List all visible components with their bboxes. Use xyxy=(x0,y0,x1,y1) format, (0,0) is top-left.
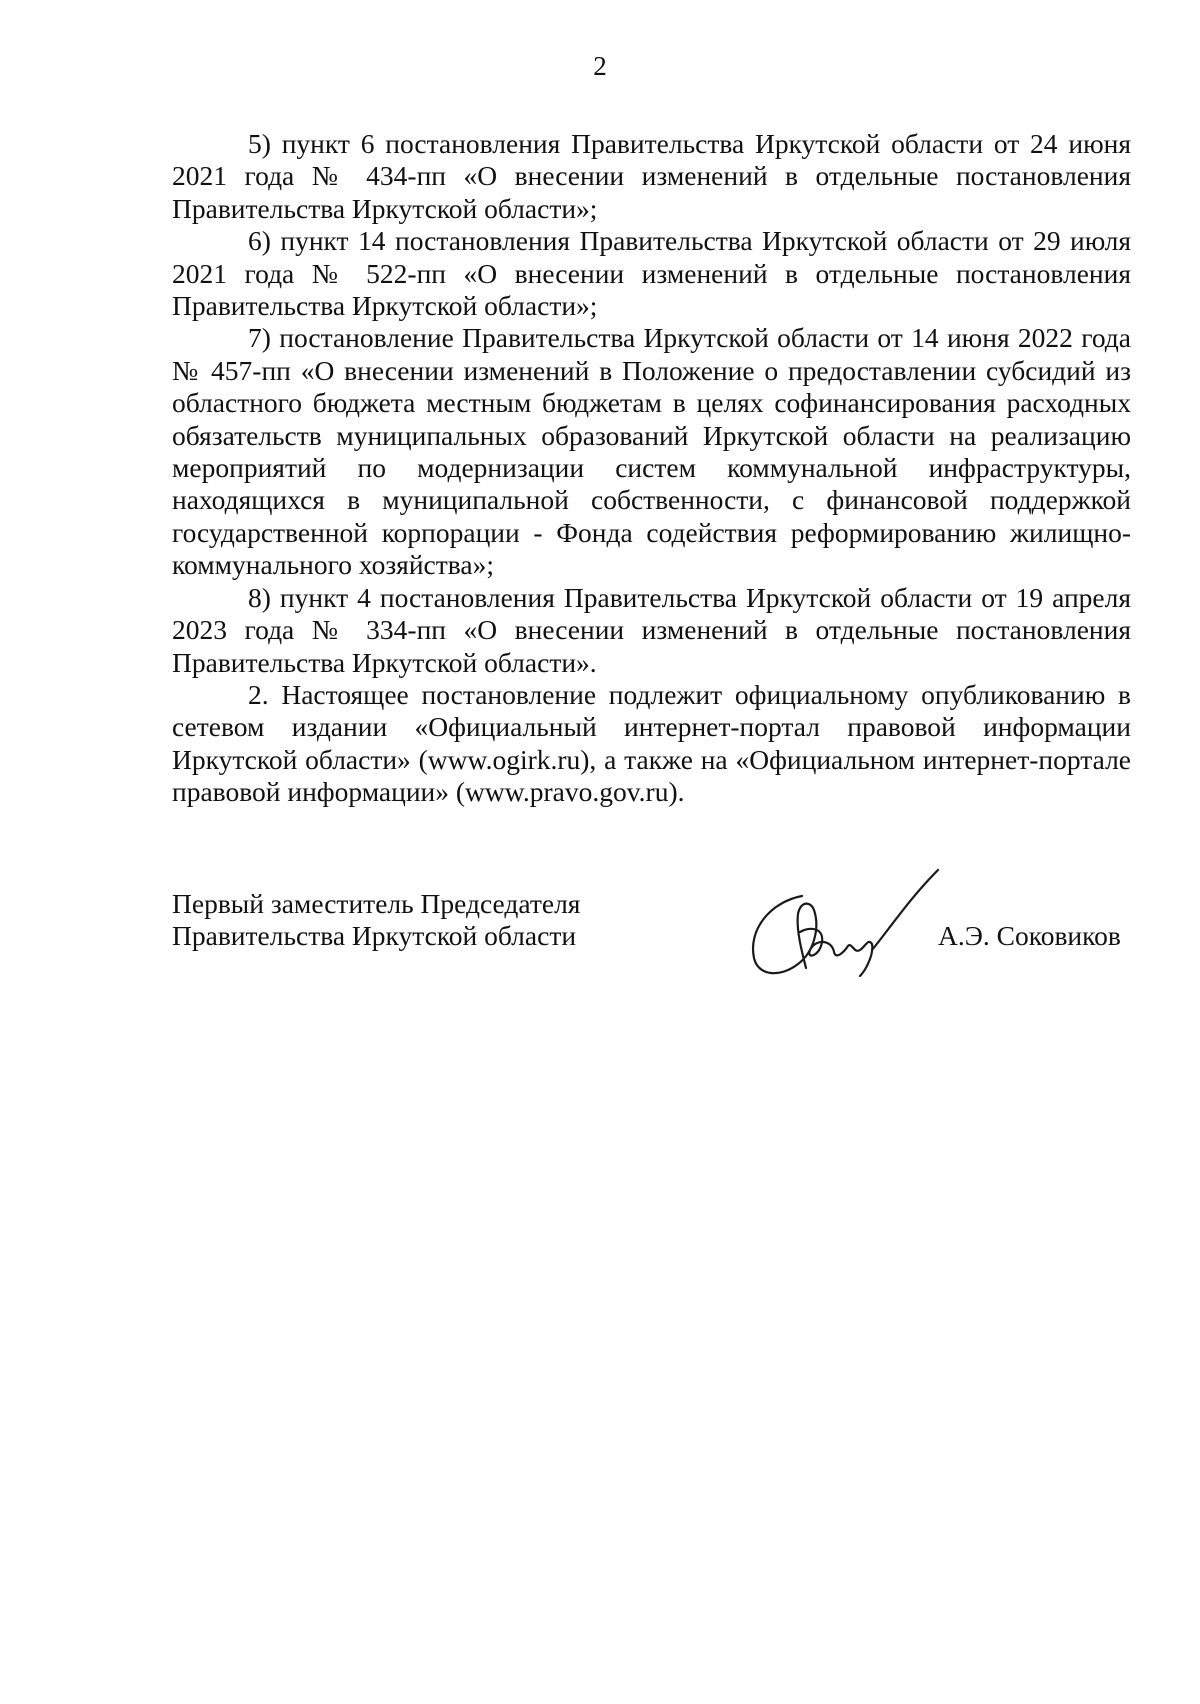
paragraph-item-7: 7) постановление Правительства Иркутской области от 14 июня 2022 года № 457-пп «О внесении изменений в Положение о предоставлении субсидий из областного бюджета местным бюджетам в целях софинансирования расходных обязательств муниципальных образований Иркутской области на реализацию мероприятий по модернизации систем коммунальной инфраструктуры, находящихся в муниципальной собственности, с финансовой поддержкой государственной корпорации - Фонда содействия реформированию жилищно-коммунального хозяйства»; xyxy=(172,322,1131,581)
signatory-position-line-1: Первый заместитель Председателя xyxy=(172,888,581,919)
page-number: 2 xyxy=(593,51,607,81)
paragraph-item-5: 5) пункт 6 постановления Правительства Иркутской области от 24 июня 2021 года № 434-пп «О внесении изменений в отдельные постановления Правительства Иркутской области»; xyxy=(172,128,1131,224)
document-body xyxy=(172,128,1131,809)
paragraph-item-6: 6) пункт 14 постановления Правительства Иркутской области от 29 июля 2021 года № 522-пп «О внесении изменений в отдельные постановления Правительства Иркутской области»; xyxy=(172,225,1131,322)
signatory-position xyxy=(172,888,580,953)
paragraph-item-8: 8) пункт 4 постановления Правительства Иркутской области от 19 апреля 2023 года № 334-пп «О внесении изменений в отдельные постановления Правительства Иркутской области». xyxy=(172,581,1131,678)
handwritten-signature-icon xyxy=(740,868,962,988)
paragraph-publication: 2. Настоящее постановление подлежит официальному опубликованию в сетевом издании «Официальный интернет-портал правовой информации Иркутской области» (www.ogirk.ru), а также на «Официальном интернет-портале правовой информации» (www.pravo.gov.ru). xyxy=(172,678,1131,808)
signer-name: А.Э. Соковиков xyxy=(938,920,1121,951)
signatory-position-line-2: Правительства Иркутской области xyxy=(172,920,577,952)
